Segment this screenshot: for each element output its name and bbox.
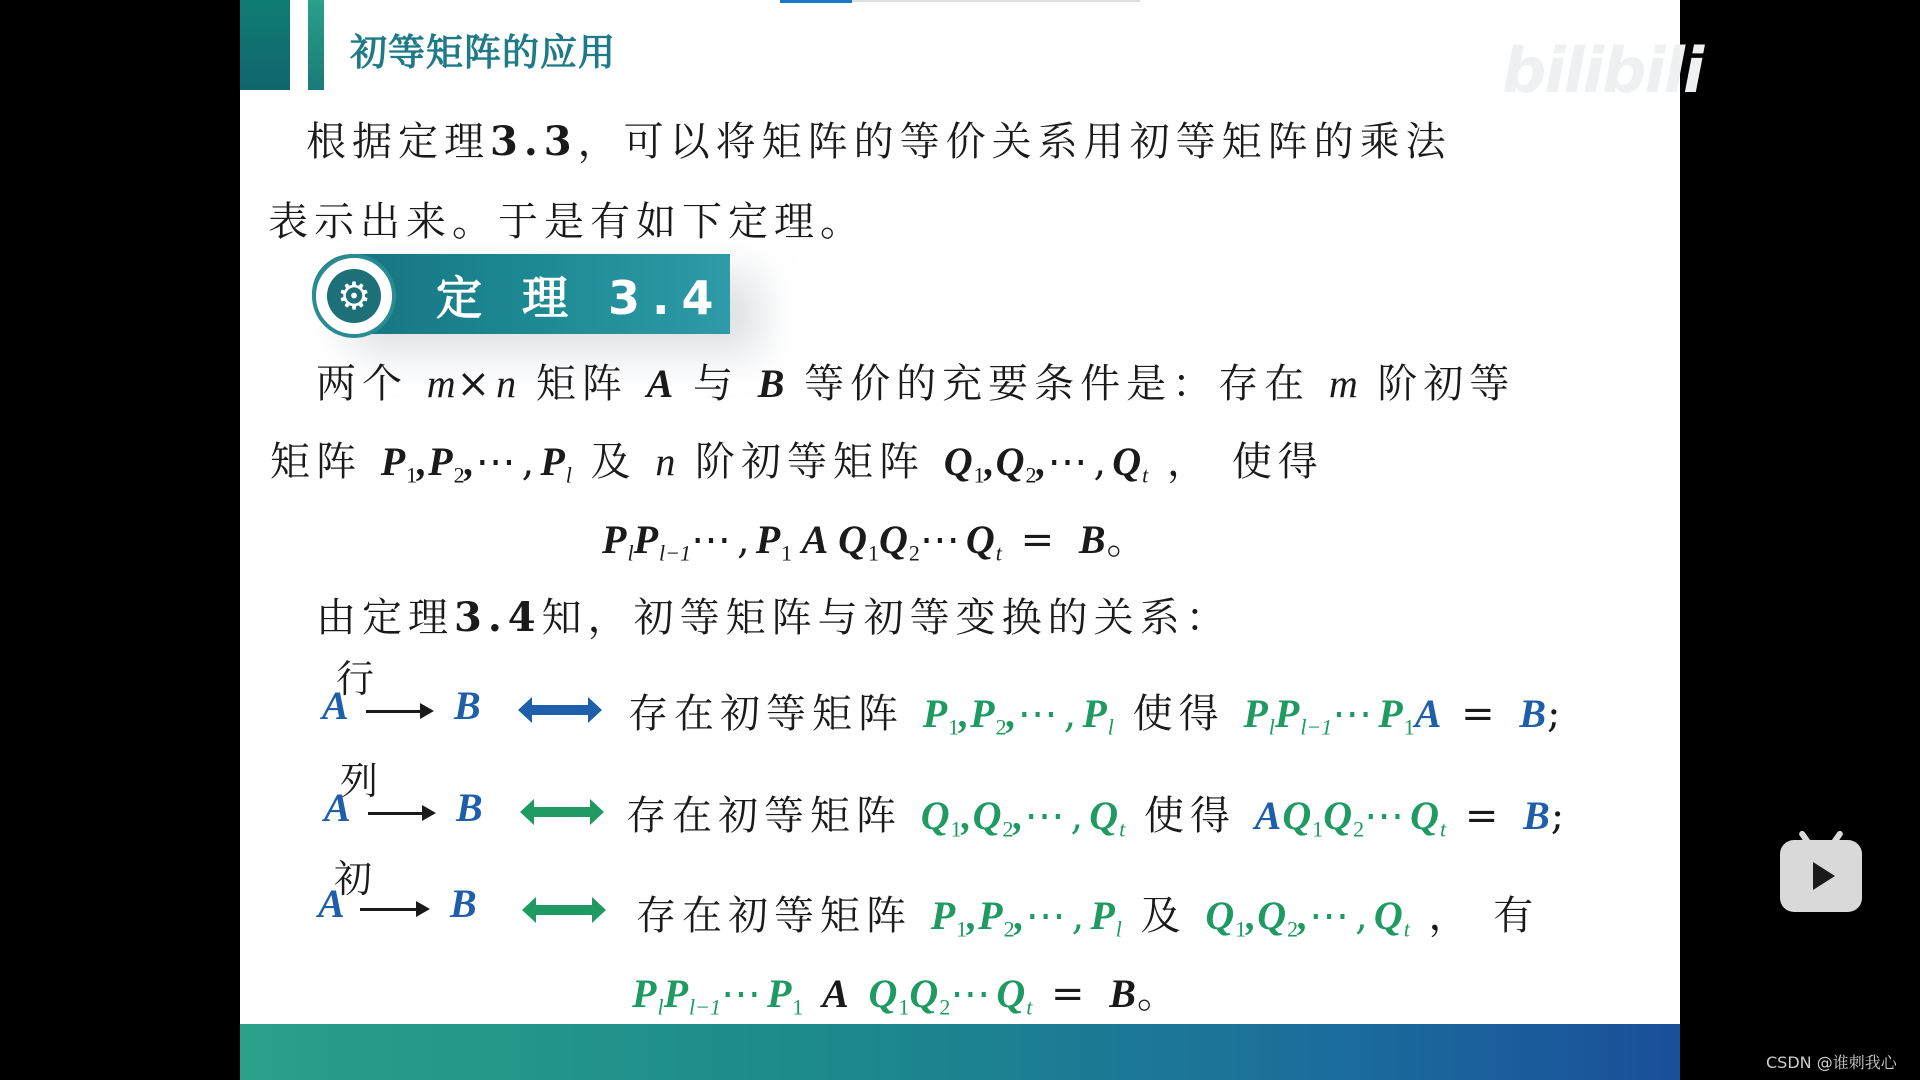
arrow-head <box>420 703 434 719</box>
matrix-A: A <box>324 785 352 830</box>
play-button-ear <box>1830 830 1844 847</box>
title-accent-stripe <box>308 0 324 90</box>
slide-title: 初等矩阵的应用 <box>350 31 616 74</box>
double-arrow-icon <box>522 895 606 925</box>
matrix-B: B <box>450 881 478 926</box>
row-relation-text: 存在初等矩阵 $P_1,P_2,\cdots,P_l$ 使得 $P_lP_{l-1}\cdots P_1A = B$; <box>628 691 1567 740</box>
column-transform-label: 列 <box>340 759 379 803</box>
elementary-equation: $P_lP_{l-1}\cdots P_1$ A $Q_1Q_2\cdots Q_t = B$。 <box>632 971 1183 1020</box>
intro-line-2: 表示出来。于是有如下定理。 <box>268 199 866 245</box>
play-icon <box>1813 862 1835 890</box>
play-button[interactable] <box>1780 840 1862 912</box>
row-transform-label: 行 <box>336 657 375 701</box>
transform-arrow <box>360 908 418 911</box>
gear-icon: ⚙ <box>312 254 396 338</box>
slide <box>240 0 1703 1080</box>
column-relation-text: 存在初等矩阵 $Q_1,Q_2,\cdots,Q_t$ 使得 $AQ_1Q_2\cdots Q_t = B$; <box>626 793 1571 842</box>
theorem-line-1: 两个 m×n 矩阵 A 与 B 等价的充要条件是：存在 m 阶初等 <box>316 361 1516 407</box>
intro-line-1: 根据定理3.3，可以将矩阵的等价关系用初等矩阵的乘法 <box>306 118 1452 165</box>
transform-arrow <box>368 812 424 815</box>
title-accent-bar <box>240 0 290 90</box>
transform-arrow <box>366 710 422 713</box>
matrix-B: B <box>454 683 482 728</box>
footer-band <box>240 1024 1680 1080</box>
theorem-label: 定 理 3.4 <box>436 271 726 325</box>
arrow-head <box>416 901 430 917</box>
elementary-relation-text: 存在初等矩阵 $P_1,P_2,\cdots,P_l$ 及 $Q_1,Q_2,\cdots,Q_t$ ， 有 <box>636 893 1540 942</box>
arrow-head <box>422 805 436 821</box>
elementary-transform-label: 初 <box>334 857 373 901</box>
matrix-A: A <box>318 881 346 926</box>
matrix-B: B <box>456 785 484 830</box>
csdn-credit: CSDN @谁刺我心 <box>1766 1053 1897 1072</box>
double-arrow-icon <box>520 797 604 827</box>
double-arrow-icon <box>518 695 602 725</box>
bilibili-watermark: bilibili <box>1502 34 1703 107</box>
theorem-equation: $P_lP_{l-1}\cdots,P_1$ A $Q_1Q_2\cdots Q_t = B$。 <box>602 517 1153 566</box>
progress-fill <box>780 0 852 3</box>
consequence-line: 由定理3.4知，初等矩阵与初等变换的关系： <box>316 594 1232 641</box>
play-button-ear <box>1798 830 1812 847</box>
matrix-A: A <box>322 683 350 728</box>
theorem-line-2: 矩阵 $P_1,P_2,\cdots,P_l$ 及 n 阶初等矩阵 $Q_1,Q_2,\cdots,Q_t$ ， 使得 <box>270 439 1324 488</box>
